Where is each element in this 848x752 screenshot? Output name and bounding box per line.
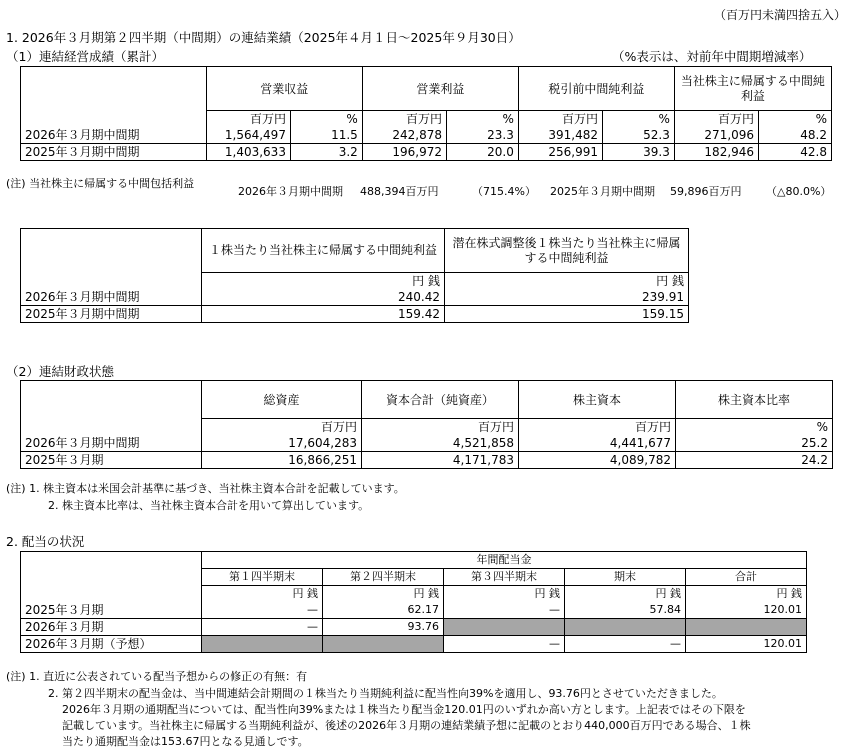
value-cell: 93.76 <box>323 619 444 636</box>
unit-cell: 円 銭 <box>202 586 323 603</box>
value-cell: 23.3 <box>446 127 518 144</box>
row-label: 2026年３月期 <box>21 619 202 636</box>
value-cell: 11.5 <box>290 127 362 144</box>
header-total-equity: 資本合計（純資産） <box>362 381 519 419</box>
value-cell: 120.01 <box>686 636 807 653</box>
header-shareholders-equity: 株主資本 <box>519 381 676 419</box>
header-pretax-income: 税引前中間純利益 <box>518 67 674 111</box>
header-q3: 第３四半期末 <box>444 569 565 586</box>
comprehensive-income-note-label: (注) 当社株主に帰属する中間包括利益 <box>6 177 195 190</box>
unit-cell: 円 銭 <box>445 273 689 290</box>
per-share-table <box>20 228 689 323</box>
unit-cell: 百万円 <box>202 419 362 436</box>
value-cell: — <box>444 636 565 653</box>
comprehensive-income-prev-label: 2025年３月期中間期 <box>550 185 655 198</box>
unit-cell: % <box>446 111 518 128</box>
row-label: 2025年３月期 <box>21 452 202 469</box>
value-cell: — <box>444 602 565 619</box>
section-1-subtitle: （1）連結経営成績（累計） <box>6 49 164 64</box>
value-cell: 182,946 <box>674 144 758 161</box>
shaded-cell <box>444 619 565 636</box>
corner-cell <box>21 552 202 569</box>
unit-row-label <box>21 111 207 128</box>
table-row <box>21 306 689 323</box>
value-cell: 25.2 <box>676 435 833 452</box>
value-cell: 242,878 <box>362 127 446 144</box>
unit-cell: 円 銭 <box>444 586 565 603</box>
financial-position-table <box>20 380 833 469</box>
value-cell: 1,564,497 <box>206 127 290 144</box>
value-cell: 159.15 <box>445 306 689 323</box>
comprehensive-income-current-value: 488,394百万円 <box>360 185 439 198</box>
corner-cell <box>21 229 202 273</box>
unit-cell: % <box>676 419 833 436</box>
shaded-cell <box>565 619 686 636</box>
dividend-note-2-line-4: 当たり通期配当金は153.67円となる見通しです。 <box>62 735 309 748</box>
corner-cell <box>21 569 202 586</box>
unit-row-label <box>21 273 202 290</box>
value-cell: 16,866,251 <box>202 452 362 469</box>
dividend-note-2-line-2: 2026年３月期の通期配当については、配当性向39%または１株当たり配当金120.01円のいずれか高い方とします。上記表ではその下限を <box>62 703 746 716</box>
value-cell: 4,521,858 <box>362 435 519 452</box>
value-cell: 17,604,283 <box>202 435 362 452</box>
dividends-table <box>20 551 807 653</box>
row-label: 2025年３月期中間期 <box>21 144 207 161</box>
table-row <box>21 435 833 452</box>
unit-row-label <box>21 419 202 436</box>
unit-cell: 百万円 <box>674 111 758 128</box>
value-cell: 120.01 <box>686 602 807 619</box>
row-label: 2026年３月期中間期 <box>21 435 202 452</box>
corner-cell <box>21 381 202 419</box>
header-q1: 第１四半期末 <box>202 569 323 586</box>
financial-note-2: 2. 株主資本比率は、当社株主資本合計を用いて算出しています。 <box>48 499 370 512</box>
header-annual-dividends: 年間配当金 <box>202 552 807 569</box>
unit-cell: % <box>759 111 832 128</box>
value-cell: 24.2 <box>676 452 833 469</box>
value-cell: 4,171,783 <box>362 452 519 469</box>
unit-cell: 円 銭 <box>202 273 445 290</box>
unit-cell: 百万円 <box>362 111 446 128</box>
header-operating-income: 営業利益 <box>362 67 518 111</box>
value-cell: 20.0 <box>446 144 518 161</box>
row-label: 2025年３月期 <box>21 602 202 619</box>
value-cell: 1,403,633 <box>206 144 290 161</box>
dividend-note-2: 2. 第２四半期末の配当金は、当中間連結会計期間の１株当たり当期純利益に配当性向39%を適用し、93.76円とさせていただきました。 <box>48 687 723 700</box>
comprehensive-income-current-label: 2026年３月期中間期 <box>238 185 343 198</box>
row-label: 2025年３月期中間期 <box>21 306 202 323</box>
unit-cell: 円 銭 <box>565 586 686 603</box>
header-net-income: 当社株主に帰属する中間純利益 <box>674 67 831 111</box>
value-cell: 42.8 <box>759 144 832 161</box>
value-cell: 159.42 <box>202 306 445 323</box>
value-cell: 256,991 <box>518 144 602 161</box>
table-row <box>21 452 833 469</box>
unit-cell: 百万円 <box>519 419 676 436</box>
unit-cell: % <box>290 111 362 128</box>
row-label: 2026年３月期中間期 <box>21 289 202 306</box>
unit-cell: 円 銭 <box>323 586 444 603</box>
value-cell: 239.91 <box>445 289 689 306</box>
shaded-cell <box>323 636 444 653</box>
shaded-cell <box>686 619 807 636</box>
value-cell: — <box>202 619 323 636</box>
unit-cell: 円 銭 <box>686 586 807 603</box>
header-equity-ratio: 株主資本比率 <box>676 381 833 419</box>
unit-cell: 百万円 <box>206 111 290 128</box>
value-cell: 391,482 <box>518 127 602 144</box>
value-cell: — <box>202 602 323 619</box>
comprehensive-income-current-pct: （715.4%） <box>472 185 536 198</box>
section-1-title: 1. 2026年３月期第２四半期（中間期）の連結業績（2025年４月１日～2025年９月30日） <box>6 30 521 45</box>
operating-results-table <box>20 66 832 161</box>
section-3-title: 2. 配当の状況 <box>6 534 85 549</box>
table-row <box>21 636 807 653</box>
value-cell: 57.84 <box>565 602 686 619</box>
header-total: 合計 <box>686 569 807 586</box>
comprehensive-income-prev-pct: （△80.0%） <box>766 185 832 198</box>
value-cell: 240.42 <box>202 289 445 306</box>
value-cell: 4,089,782 <box>519 452 676 469</box>
header-q2: 第２四半期末 <box>323 569 444 586</box>
value-cell: 196,972 <box>362 144 446 161</box>
header-year-end: 期末 <box>565 569 686 586</box>
shaded-cell <box>202 636 323 653</box>
value-cell: 3.2 <box>290 144 362 161</box>
dividend-note-2-line-3: 記載しています。当社株主に帰属する当期純利益が、後述の2026年３月期の連結業績予想に記載のとおり440,000百万円である場合、１株 <box>62 719 751 732</box>
section-2-subtitle: （2）連結財政状態 <box>6 364 114 379</box>
value-cell: 271,096 <box>674 127 758 144</box>
comprehensive-income-prev-value: 59,896百万円 <box>670 185 742 198</box>
table-row <box>21 289 689 306</box>
header-total-assets: 総資産 <box>202 381 362 419</box>
unit-row-label <box>21 586 202 603</box>
unit-cell: % <box>603 111 675 128</box>
percent-note: （%表示は、対前年中間期増減率） <box>612 49 812 64</box>
value-cell: 62.17 <box>323 602 444 619</box>
unit-cell: 百万円 <box>362 419 519 436</box>
header-eps: １株当たり当社株主に帰属する中間純利益 <box>202 229 445 273</box>
header-diluted-eps: 潜在株式調整後１株当たり当社株主に帰属する中間純利益 <box>445 229 689 273</box>
unit-cell: 百万円 <box>518 111 602 128</box>
financial-note-1: (注) 1. 株主資本は米国会計基準に基づき、当社株主資本合計を記載しています。 <box>6 482 405 495</box>
value-cell: 39.3 <box>603 144 675 161</box>
table-row <box>21 144 832 161</box>
row-label: 2026年３月期中間期 <box>21 127 207 144</box>
corner-cell <box>21 67 207 111</box>
value-cell: 52.3 <box>603 127 675 144</box>
value-cell: 4,441,677 <box>519 435 676 452</box>
dividend-note-1: (注) 1. 直近に公表されている配当予想からの修正の有無：有 <box>6 670 308 683</box>
table-row <box>21 619 807 636</box>
header-operating-revenue: 営業収益 <box>206 67 362 111</box>
value-cell: 48.2 <box>759 127 832 144</box>
unit-note: （百万円未満四捨五入） <box>714 8 847 22</box>
table-row <box>21 602 807 619</box>
table-row <box>21 127 832 144</box>
row-label: 2026年３月期（予想） <box>21 636 202 653</box>
value-cell: — <box>565 636 686 653</box>
